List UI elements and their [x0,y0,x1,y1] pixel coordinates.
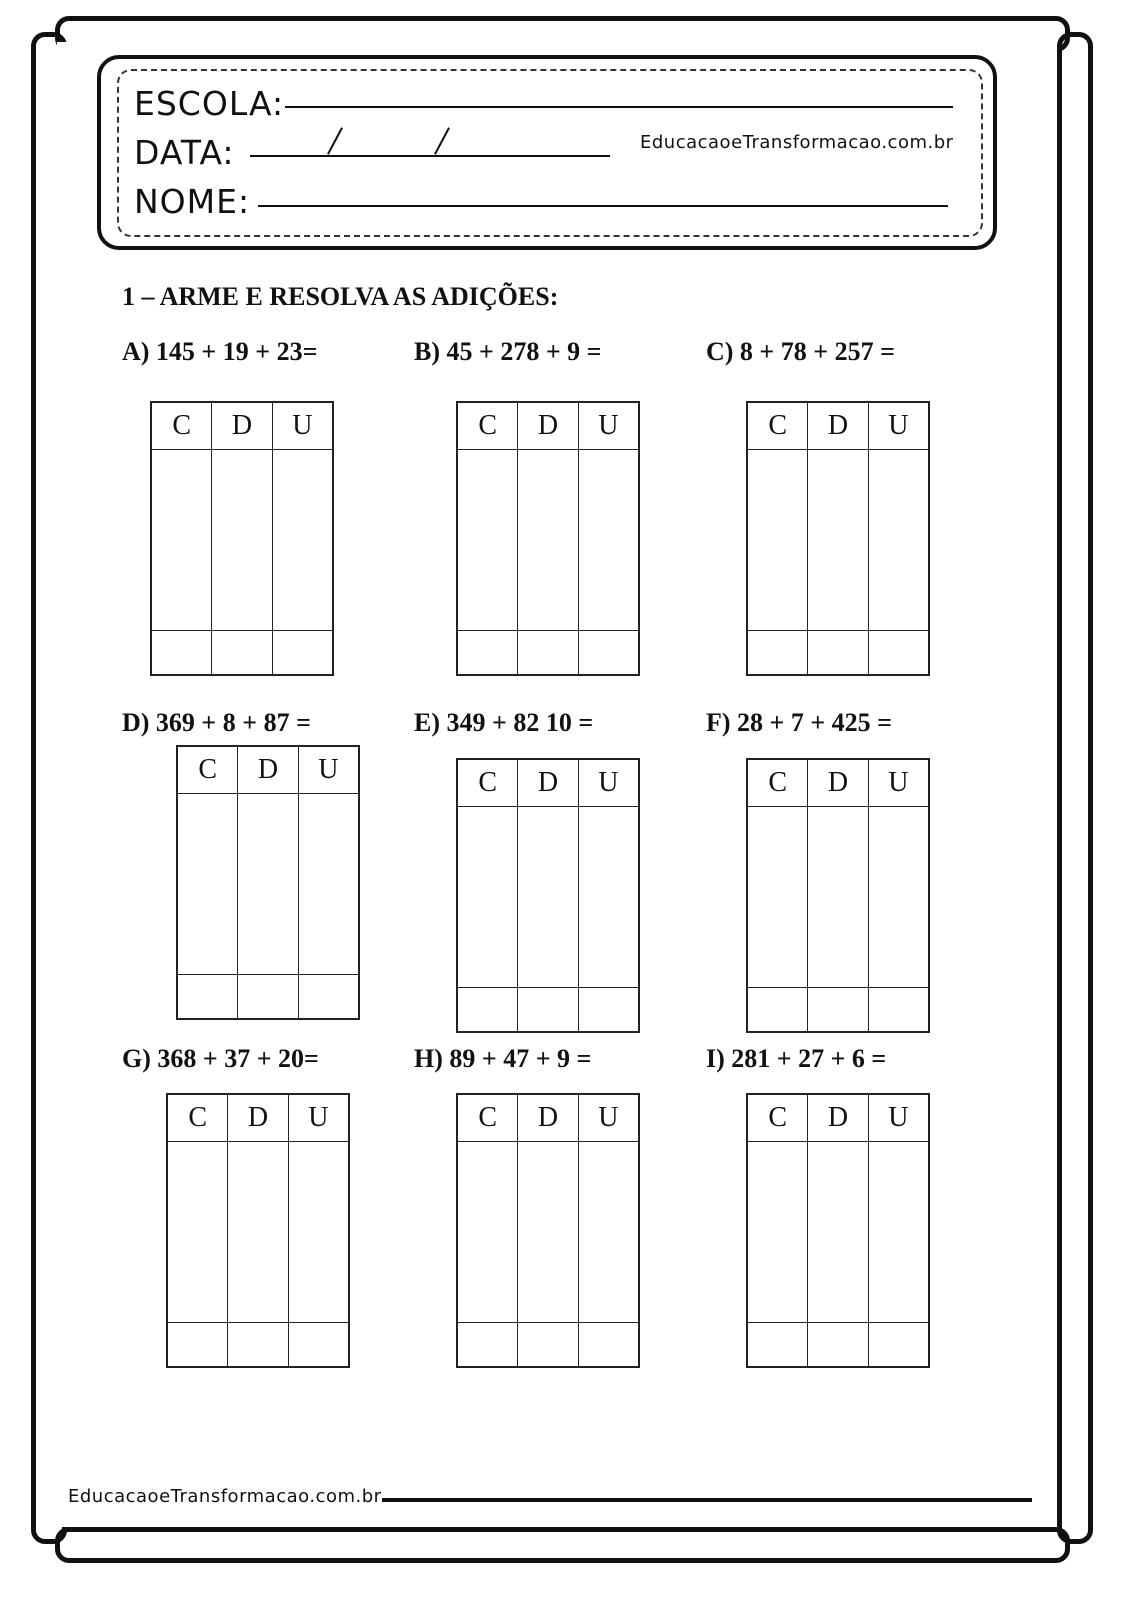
answer-cell-u[interactable] [869,988,928,1033]
column-header-u: U [292,410,313,441]
nome-line[interactable] [258,205,948,207]
exercise-i-label: I) 281 + 27 + 6 = [706,1044,887,1073]
work-cell-c[interactable] [168,1142,228,1322]
instruction-title: 1 – ARME E RESOLVA AS ADIÇÕES: [122,282,559,311]
answer-cell-c[interactable] [748,1323,808,1368]
work-cell-c[interactable] [748,450,808,630]
cdu-table-g [166,1093,350,1368]
exercise-e-label: E) 349 + 82 10 = [414,708,594,737]
column-header-c: C [458,760,518,806]
work-cell-u[interactable] [869,807,928,987]
work-cell-u[interactable] [869,1142,928,1322]
column-header-d: D [518,403,578,449]
footer-website: EducacaoeTransformacao.com.br [68,1486,382,1507]
column-header-d: D [518,1095,578,1141]
column-header-u: U [888,410,909,441]
exercise-g-label: G) 368 + 37 + 20= [122,1044,319,1073]
column-header-u: U [888,767,909,798]
work-cell-d[interactable] [518,807,578,987]
answer-cell-u[interactable] [299,975,358,1020]
frame-right-roll [1057,32,1093,1544]
column-header-c: C [748,403,808,449]
answer-cell-c[interactable] [748,631,808,676]
answer-cell-d[interactable] [212,631,272,676]
column-header-d: D [228,1095,288,1141]
answer-cell-d[interactable] [808,631,868,676]
answer-cell-c[interactable] [748,988,808,1033]
header-website: EducacaoeTransformacao.com.br [640,132,954,153]
work-cell-c[interactable] [458,450,518,630]
answer-cell-u[interactable] [579,631,638,676]
column-header-c: C [458,403,518,449]
column-header-u: U [598,410,619,441]
exercise-b-label: B) 45 + 278 + 9 = [414,337,602,366]
work-cell-d[interactable] [238,794,298,974]
answer-cell-c[interactable] [168,1323,228,1368]
cdu-table-d [176,745,360,1020]
answer-cell-u[interactable] [579,988,638,1033]
answer-cell-d[interactable] [228,1323,288,1368]
work-cell-c[interactable] [178,794,238,974]
column-header-d: D [808,403,868,449]
data-label: DATA: [134,133,235,172]
exercise-f-label: F) 28 + 7 + 425 = [706,708,892,737]
work-cell-u[interactable] [289,1142,348,1322]
answer-cell-u[interactable] [579,1323,638,1368]
column-header-c: C [748,1095,808,1141]
column-header-d: D [518,760,578,806]
column-header-c: C [748,760,808,806]
column-header-d: D [238,747,298,793]
work-cell-d[interactable] [518,1142,578,1322]
exercise-a-label: A) 145 + 19 + 23= [122,337,318,366]
answer-cell-d[interactable] [518,1323,578,1368]
answer-cell-d[interactable] [808,1323,868,1368]
answer-cell-c[interactable] [458,1323,518,1368]
answer-cell-u[interactable] [869,1323,928,1368]
answer-cell-u[interactable] [289,1323,348,1368]
cdu-table-a [150,401,334,676]
work-cell-u[interactable] [579,1142,638,1322]
work-cell-d[interactable] [518,450,578,630]
work-cell-d[interactable] [808,1142,868,1322]
answer-cell-c[interactable] [458,988,518,1033]
work-cell-u[interactable] [579,450,638,630]
work-cell-c[interactable] [458,807,518,987]
answer-cell-d[interactable] [808,988,868,1033]
exercise-d-label: D) 369 + 8 + 87 = [122,708,311,737]
answer-cell-u[interactable] [273,631,332,676]
work-cell-d[interactable] [212,450,272,630]
work-cell-d[interactable] [228,1142,288,1322]
answer-cell-c[interactable] [152,631,212,676]
work-cell-u[interactable] [273,450,332,630]
answer-cell-u[interactable] [869,631,928,676]
column-header-d: D [808,760,868,806]
cdu-table-b [456,401,640,676]
answer-cell-c[interactable] [178,975,238,1020]
cdu-table-f [746,758,930,1033]
data-line[interactable] [250,155,610,157]
work-cell-c[interactable] [748,1142,808,1322]
column-header-c: C [178,747,238,793]
column-header-u: U [598,1102,619,1133]
column-header-u: U [308,1102,329,1133]
work-cell-u[interactable] [869,450,928,630]
work-cell-c[interactable] [458,1142,518,1322]
column-header-u: U [888,1102,909,1133]
cdu-table-i [746,1093,930,1368]
column-header-u: U [598,767,619,798]
nome-label: NOME: [134,182,251,221]
answer-cell-d[interactable] [518,631,578,676]
work-cell-c[interactable] [748,807,808,987]
escola-label: ESCOLA: [134,84,285,123]
column-header-c: C [152,403,212,449]
answer-cell-d[interactable] [518,988,578,1033]
column-header-d: D [808,1095,868,1141]
cdu-table-h [456,1093,640,1368]
exercise-c-label: C) 8 + 78 + 257 = [706,337,895,366]
footer-line [380,1498,1032,1502]
work-cell-u[interactable] [299,794,358,974]
frame-bottom-roll [55,1527,1070,1563]
cdu-table-c [746,401,930,676]
column-header-c: C [458,1095,518,1141]
column-header-c: C [168,1095,228,1141]
exercise-h-label: H) 89 + 47 + 9 = [414,1044,592,1073]
work-cell-d[interactable] [808,807,868,987]
cdu-table-e [456,758,640,1033]
column-header-d: D [212,403,272,449]
work-cell-u[interactable] [579,807,638,987]
work-cell-c[interactable] [152,450,212,630]
answer-cell-c[interactable] [458,631,518,676]
work-cell-d[interactable] [808,450,868,630]
escola-line[interactable] [285,106,953,108]
column-header-u: U [318,754,339,785]
answer-cell-d[interactable] [238,975,298,1020]
